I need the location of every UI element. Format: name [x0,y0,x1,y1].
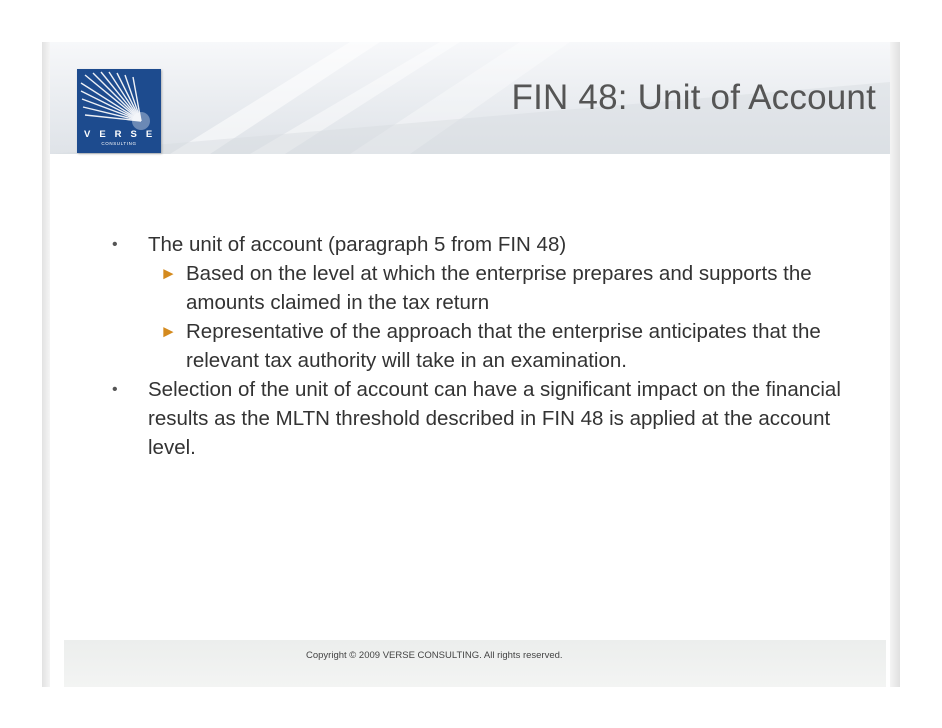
bullet-text: Selection of the unit of account can have a significant impact on the financial results as the MLTN threshold described in FIN 48 is applied at the account level. [148,378,841,459]
sub-bullet-item [108,259,848,317]
header-band [50,42,890,154]
bullet-item [108,375,848,462]
footer-band [64,640,886,687]
copyright-notice: Copyright © 2009 VERSE CONSULTING. All rights reserved. [306,650,563,661]
sub-bullet-text: Representative of the approach that the enterprise anticipates that the relevant tax authority will take in an examination. [186,320,821,372]
arrow-bullet-icon: ► [160,322,177,341]
sub-bullet-text: Based on the level at which the enterprise prepares and supports the amounts claimed in the tax return [186,262,812,314]
slide-title: FIN 48: Unit of Account [511,78,876,117]
logo-wordmark: VERSE [84,129,162,140]
sub-bullet-item [108,317,848,375]
arrow-bullet-icon: ► [160,264,177,283]
slide-body [108,230,848,462]
slide-left-edge [42,42,50,687]
bullet-item [108,230,848,259]
verse-consulting-logo [77,69,161,153]
logo-subtitle: CONSULTING [101,141,137,146]
slide-right-edge [890,42,900,687]
bullet-dot-icon: • [112,381,118,398]
bullet-text: The unit of account (paragraph 5 from FIN 48) [148,233,567,256]
bullet-dot-icon: • [112,236,118,253]
